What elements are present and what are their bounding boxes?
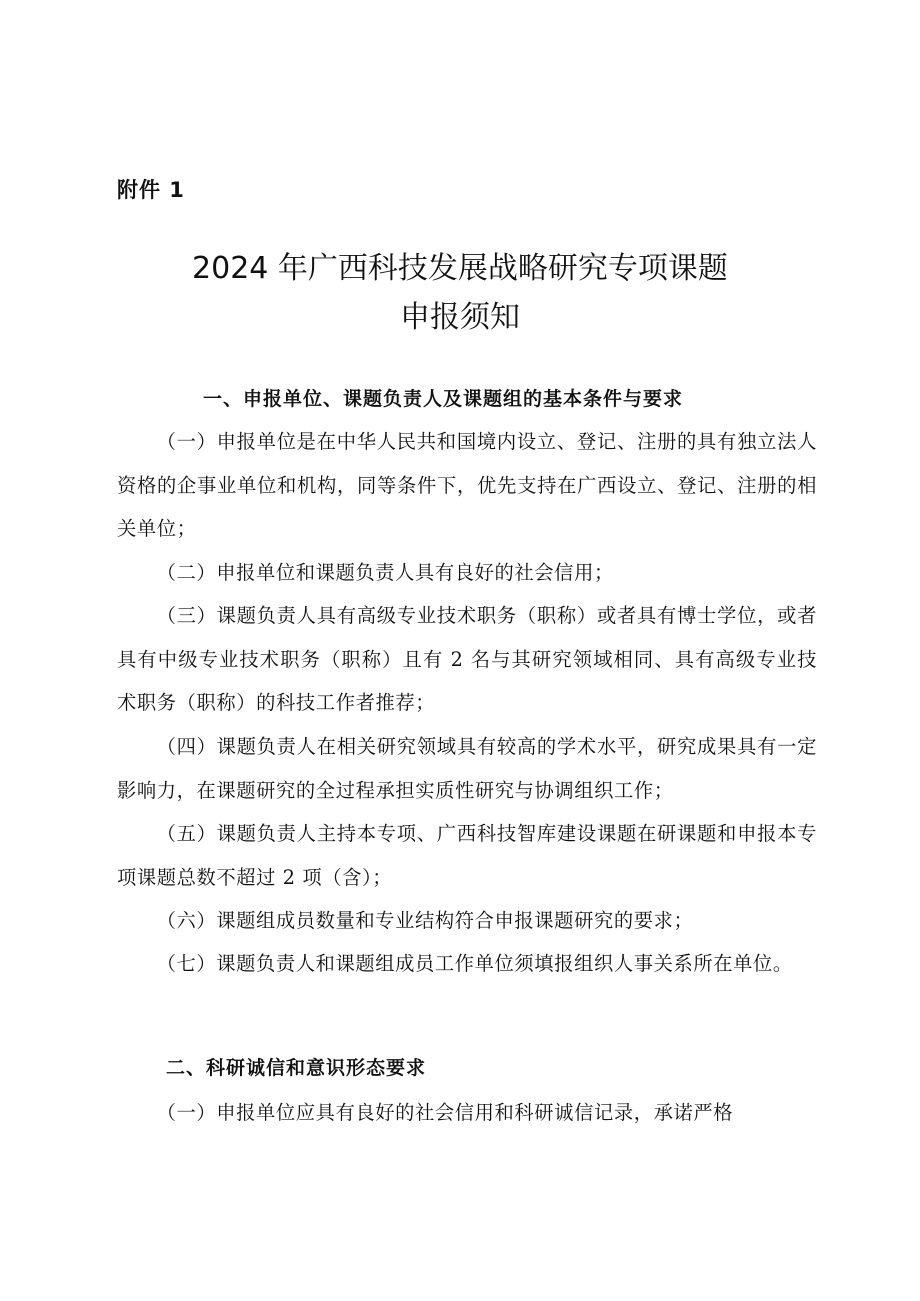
paragraph-1-3: （三）课题负责人具有高级专业技术职务（职称）或者具有博士学位，或者具有中级专业技术职务（职称）且有 2 名与其研究领域相同、具有高级专业技术职务（职称）的科技工作者推荐；: [117, 604, 817, 714]
paragraph-1-1: （一）申报单位是在中华人民共和国境内设立、登记、注册的具有独立法人资格的企事业单位和机构，同等条件下，优先支持在广西设立、登记、注册的相关单位；: [117, 430, 817, 540]
paragraph-2-1: （一）申报单位应具有良好的社会信用和科研诚信记录，承诺严格: [156, 1101, 734, 1124]
attachment-label: 附件 1: [117, 178, 185, 202]
section-heading-2: 二、科研诚信和意识形态要求: [166, 1057, 427, 1079]
paragraph-1-2: （二）申报单位和课题负责人具有良好的社会信用；: [156, 561, 614, 584]
paragraph-1-4: （四）课题负责人在相关研究领域具有较高的学术水平，研究成果具有一定影响力，在课题研究的全过程承担实质性研究与协调组织工作；: [117, 735, 817, 802]
section-heading-1: 一、申报单位、课题负责人及课题组的基本条件与要求: [203, 388, 684, 410]
paragraph-1-6: （六）课题组成员数量和专业结构符合申报课题研究的要求；: [156, 909, 694, 932]
paragraph-1-5: （五）课题负责人主持本专项、广西科技智库建设课题在研课题和申报本专项课题总数不超过 2 项（含）；: [117, 822, 817, 889]
document-title-line-1: 2024 年广西科技发展战略研究专项课题: [192, 251, 728, 286]
paragraph-1-7: （七）课题负责人和课题组成员工作单位须填报组织人事关系所在单位。: [156, 952, 793, 975]
document-title-line-2: 申报须知: [400, 300, 520, 335]
